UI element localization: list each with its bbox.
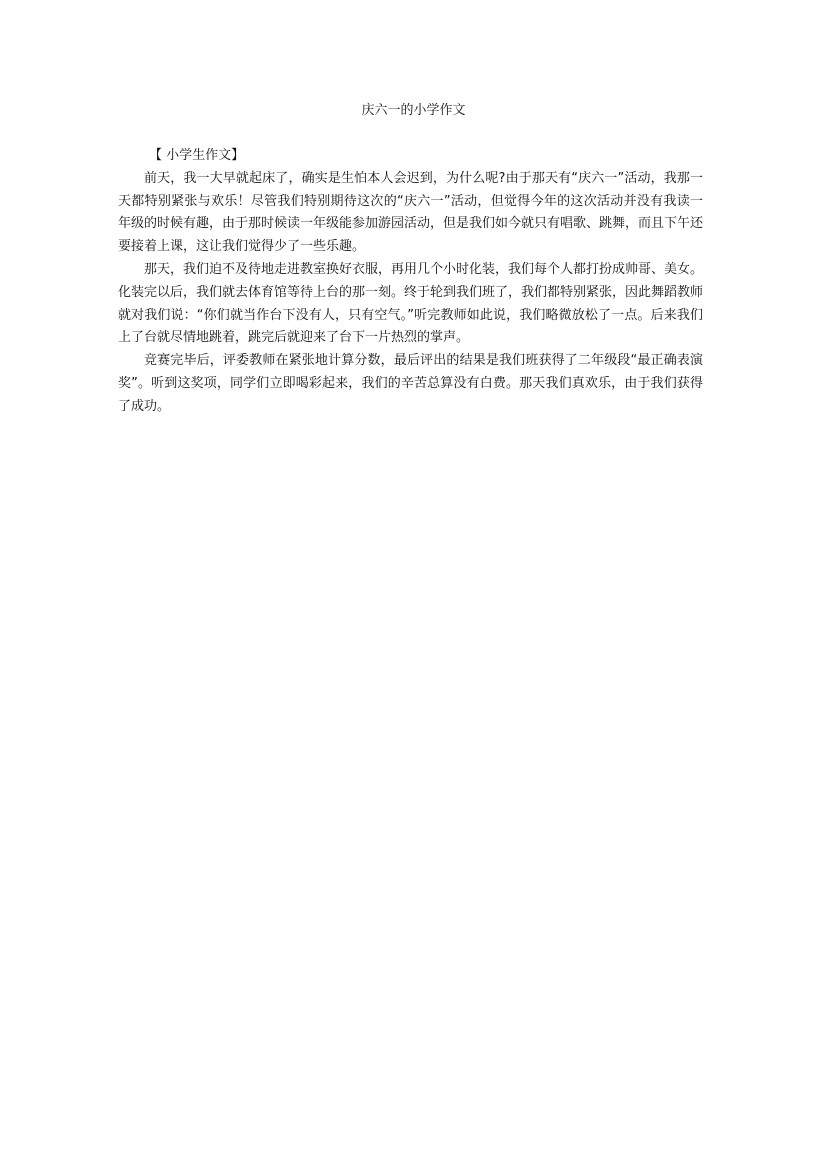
paragraph-1: 前天，我一大早就起床了，确实是生怕本人会迟到，为什么呢?由于那天有“庆六一”活动，我那一天都特别紧张与欢乐！尽管我们特别期待这次的“庆六一”活动，但觉得今年的这次活动并没有我读一年级的时候有趣，由于那时候读一年级能参加游园活动，但是我们如今就只有唱歌、跳舞，而且下午还要接着上课，这让我们觉得少了一些乐趣。 xyxy=(118,170,704,255)
document-body xyxy=(118,145,703,419)
paragraph-2: 那天，我们迫不及待地走进教室换好衣服，再用几个小时化装，我们每个人都打扮成帅哥、美女。化装完以后，我们就去体育馆等待上台的那一刻。终于轮到我们班了，我们都特别紧张，因此舞蹈教师就对我们说：“你们就当作台下没有人，只有空气。”听完教师如此说，我们略微放松了一点。后来我们上了台就尽情地跳着，跳完后就迎来了台下一片热烈的掌声。 xyxy=(118,261,704,346)
section-heading: 【 小学生作文】 xyxy=(149,148,245,163)
document-title: 庆六一的小学作文 xyxy=(361,103,466,118)
paragraph-3: 竞赛完毕后，评委教师在紧张地计算分数，最后评出的结果是我们班获得了二年级段“最正确表演奖”。听到这奖项，同学们立即喝彩起来，我们的辛苦总算没有白费。那天我们真欢乐，由于我们获得了成功。 xyxy=(118,353,703,414)
